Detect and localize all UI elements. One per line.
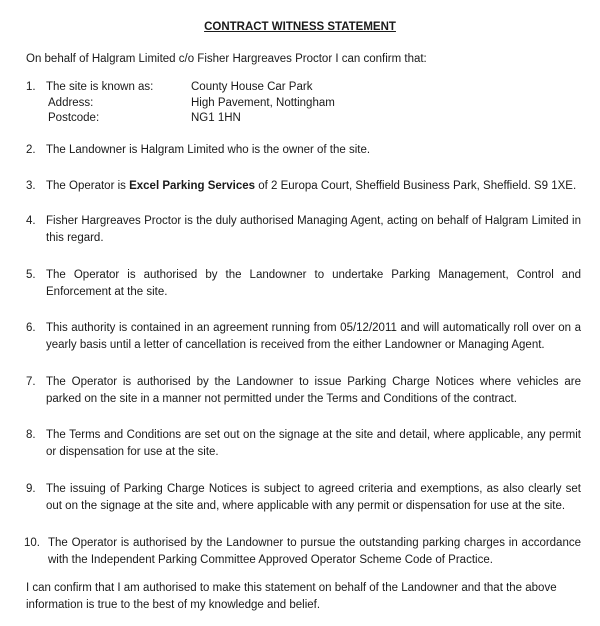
intro-text: On behalf of Halgram Limited c/o Fisher Hargreaves Proctor I can confirm that: [26,53,427,65]
statement-item [26,178,581,195]
statement-item [26,427,581,461]
item-number: 4. [26,215,36,227]
statement-item [26,142,581,159]
item-number: 3. [26,180,36,192]
item-number: 1. [26,81,36,93]
item-number: 7. [26,376,36,388]
item-number: 9. [26,483,36,495]
item-number: 10. [24,537,40,549]
closing-statement: I can confirm that I am authorised to make this statement on behalf of the Landowner and that the above information is true to the best of my knowledge and belief. [26,582,557,611]
item-text: The Operator is authorised by the Landowner to undertake Parking Management, Control and Enforcement at the site. [46,269,581,298]
item-number: 6. [26,322,36,334]
item-number: 8. [26,429,36,441]
item-text-start: The Operator is [46,180,130,192]
address-label: Address: [48,96,94,109]
item-number: 5. [26,269,36,281]
statement-item [26,320,581,354]
item-text: The Landowner is Halgram Limited who is the owner of the site. [46,144,371,156]
item-text: The Operator is authorised by the Landowner to issue Parking Charge Notices where vehicles are parked on the site in a manner not permitted under the Terms and Conditions of the contract. [46,376,581,405]
item-text-end: of 2 Europa Court, Sheffield Business Park, Sheffield. S9 1XE. [255,180,577,192]
statement-item [26,213,581,247]
item-text: The Terms and Conditions are set out on the signage at the site and detail, where applicable, any permit or dispensation for use at the site. [46,429,581,458]
statement-item [26,535,581,569]
item-text: This authority is contained in an agreement running from 05/12/2011 and will automatically roll over on a yearly basis until a letter of cancellation is received from the either Landowner or Managing Agent. [46,322,581,351]
site-name-label: The site is known as: [46,81,154,93]
address-value: High Pavement, Nottingham [191,96,335,109]
item-text: The Operator is authorised by the Landowner to pursue the outstanding parking charges in accordance with the Independent Parking Committee Approved Operator Scheme Code of Practice. [48,537,581,566]
statement-item [26,374,581,408]
item-number: 2. [26,144,36,156]
postcode-value: NG1 1HN [191,112,241,124]
item-text [46,178,581,195]
statement-item [26,481,581,515]
site-name-value: County House Car Park [191,81,313,93]
item-text: The issuing of Parking Charge Notices is subject to agreed criteria and exemptions, as also clearly set out on the signage at the site and, where applicable with any permit or dispensation for use at the site. [46,483,581,512]
item-text: Fisher Hargreaves Proctor is the duly authorised Managing Agent, acting on behalf of Halgram Limited in this regard. [46,215,581,244]
operator-name: Excel Parking Services [129,180,256,192]
document-title: CONTRACT WITNESS STATEMENT [204,21,396,33]
postcode-label: Postcode: [48,112,100,124]
statement-item [26,267,581,301]
